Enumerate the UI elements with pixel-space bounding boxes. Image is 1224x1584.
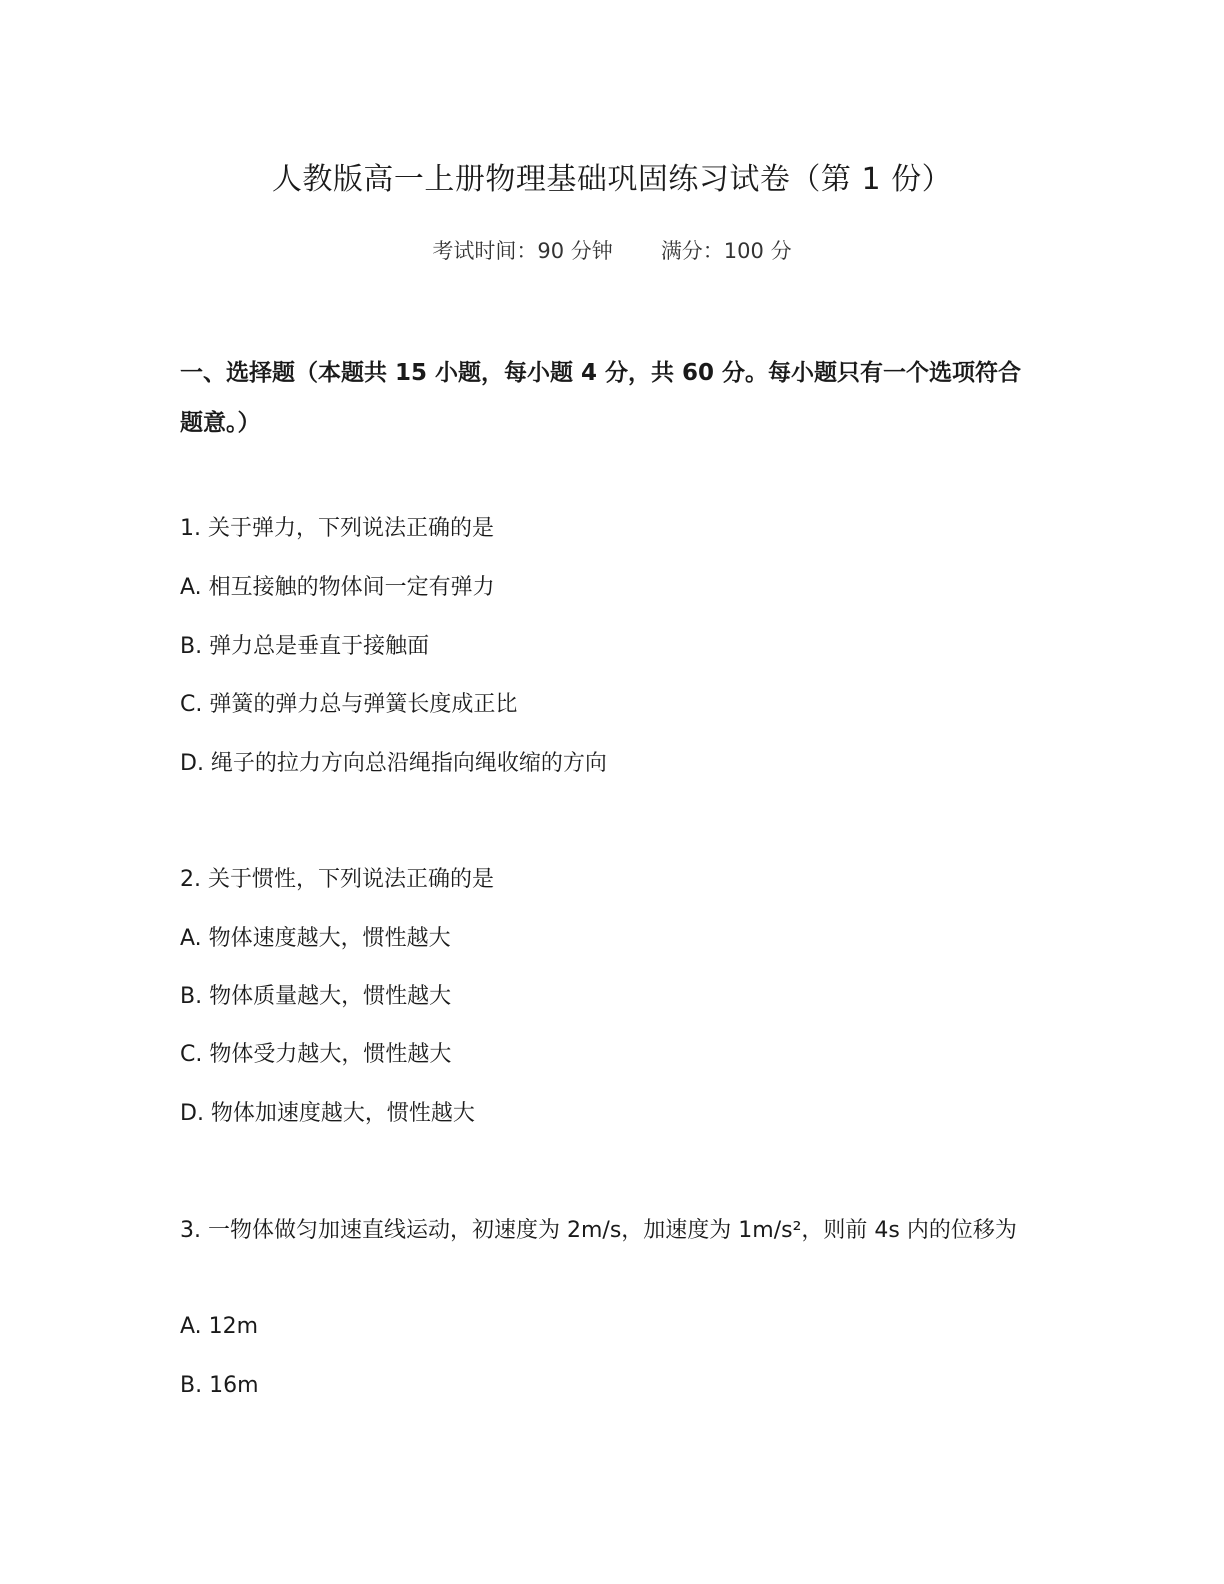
option-d: D. 绳子的拉力方向总沿绳指向绳收缩的方向 <box>180 751 607 776</box>
option-c: C. 物体受力越大，惯性越大 <box>180 1042 452 1067</box>
question-stem: 1. 关于弹力，下列说法正确的是 <box>180 516 494 541</box>
page-title: 人教版高一上册物理基础巩固练习试卷（第 1 份） <box>271 162 953 197</box>
exam-time: 考试时间：90 分钟 <box>432 239 613 263</box>
option-c: C. 弹簧的弹力总与弹簧长度成正比 <box>180 692 518 717</box>
option-b: B. 物体质量越大，惯性越大 <box>180 984 452 1009</box>
option-b: B. 弹力总是垂直于接触面 <box>180 634 430 659</box>
option-a: A. 相互接触的物体间一定有弹力 <box>180 575 495 600</box>
question-stem: 2. 关于惯性，下列说法正确的是 <box>180 867 494 892</box>
option-a: A. 12m <box>180 1314 259 1339</box>
section-heading: 一、选择题（本题共 15 小题，每小题 4 分，共 60 分。每小题只有一个选项符合题意。） <box>180 360 1022 436</box>
question-stem: 3. 一物体做匀加速直线运动，初速度为 2m/s，加速度为 1m/s²，则前 4s 内的位移为 <box>180 1218 1017 1243</box>
option-a: A. 物体速度越大，惯性越大 <box>180 926 451 951</box>
option-b: B. 16m <box>180 1373 259 1398</box>
exam-score: 满分：100 分 <box>660 239 792 263</box>
option-d: D. 物体加速度越大，惯性越大 <box>180 1101 475 1126</box>
exam-meta <box>0 236 1224 266</box>
